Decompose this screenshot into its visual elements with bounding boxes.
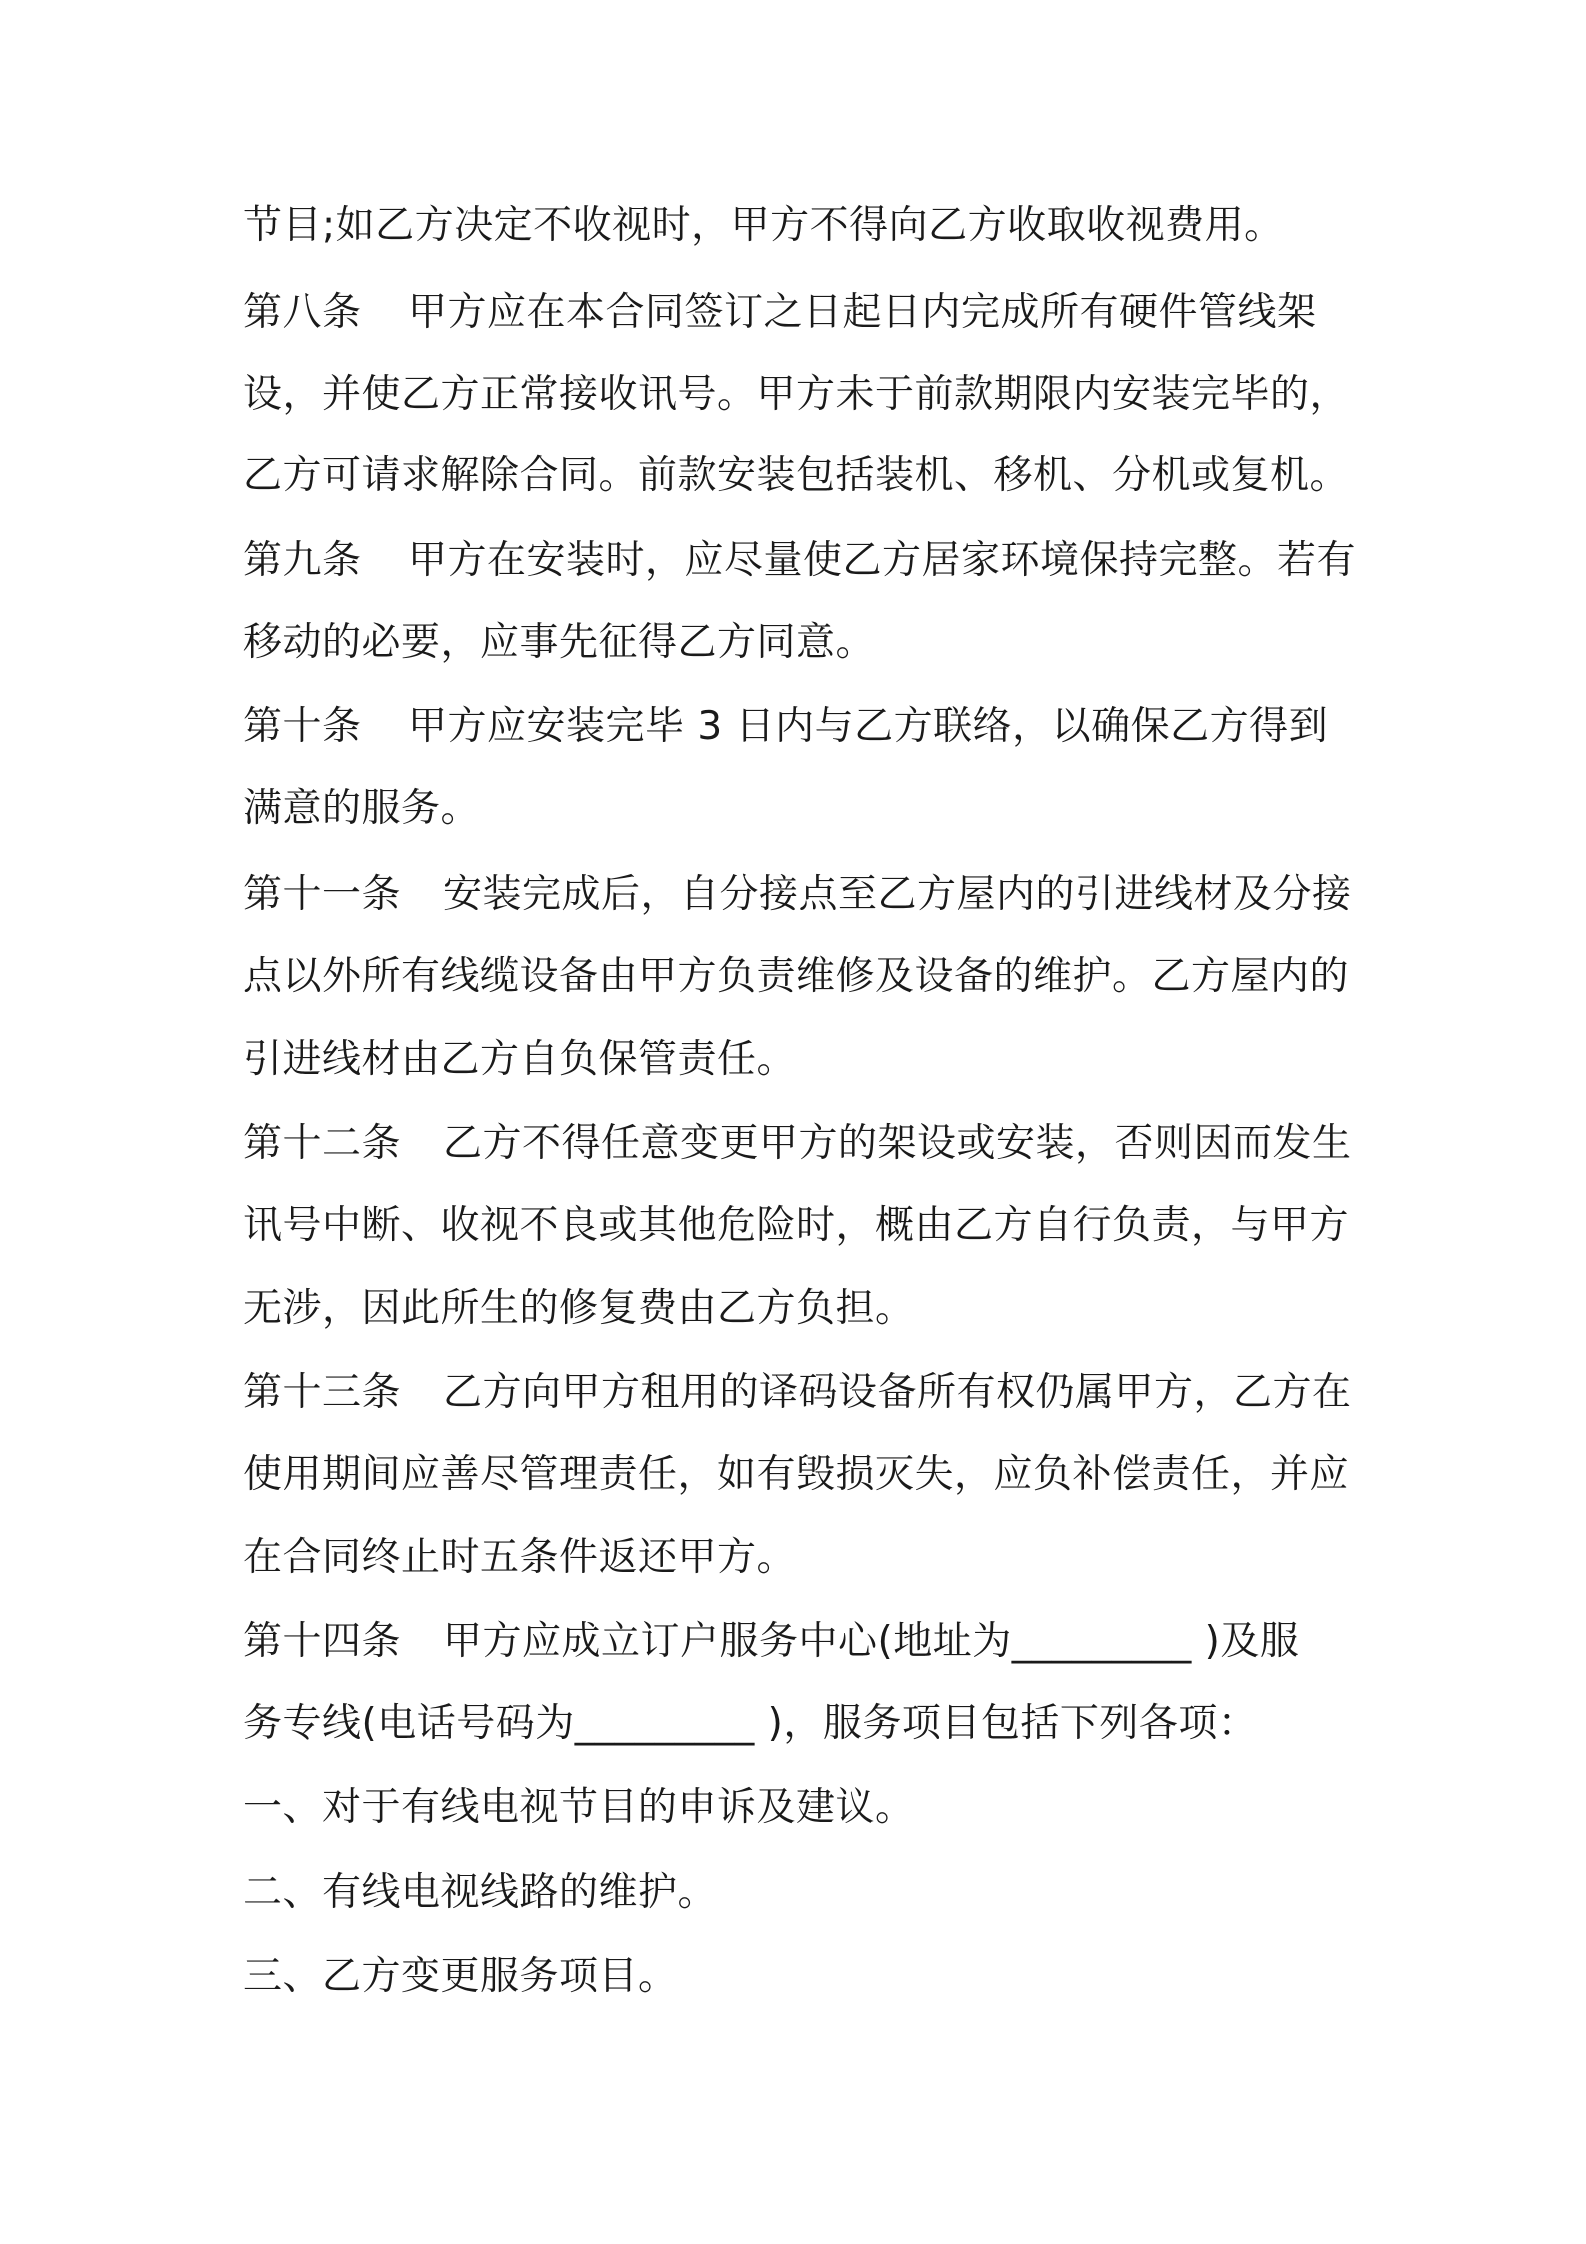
article-text: 乙方向甲方租用的译码设备所有权仍属甲方，乙方在: [443, 1370, 1352, 1415]
article-heading: 第十二条: [243, 1121, 402, 1166]
article-text: 甲方应安装完毕 3 日内与乙方联络，以确保乙方得到: [408, 704, 1329, 749]
text-line: 点以外所有线缆设备由甲方负责维修及设备的维护。乙方屋内的: [243, 954, 1350, 999]
text-line: 在合同终止时五条件返还甲方。: [243, 1535, 797, 1580]
text-line: 使用期间应善尽管理责任，如有毁损灭失，应负补偿责任，并应: [243, 1452, 1350, 1497]
text-line: 移动的必要，应事先征得乙方同意。: [243, 620, 876, 665]
article-text: 甲方应在本合同签订之日起日内完成所有硬件管线架: [408, 290, 1317, 335]
list-item: 一、对于有线电视节目的申诉及建议。: [243, 1785, 915, 1830]
article-text: 甲方应成立订户服务中心(地址为_________ )及服: [443, 1619, 1300, 1664]
list-item: 三、乙方变更服务项目。: [243, 1954, 678, 1999]
article-8: [243, 283, 1363, 343]
text-line: 无涉，因此所生的修复费由乙方负担。: [243, 1286, 915, 1331]
article-12: [243, 1114, 1363, 1174]
text-line: 满意的服务。: [243, 786, 481, 831]
article-9: [243, 531, 1363, 591]
text-line: 引进线材由乙方自负保管责任。: [243, 1037, 797, 1082]
article-text: 乙方不得任意变更甲方的架设或安装，否则因而发生: [443, 1121, 1352, 1166]
article-heading: 第十一条: [243, 872, 402, 917]
article-heading: 第九条: [243, 538, 362, 583]
article-14: [243, 1612, 1363, 1672]
text-line: 设，并使乙方正常接收讯号。甲方未于前款期限内安装完毕的，: [243, 372, 1350, 417]
text-line: 节目;如乙方决定不收视时，甲方不得向乙方收取收视费用。: [243, 203, 1284, 248]
text-line: 务专线(电话号码为_________ )，服务项目包括下列各项：: [243, 1701, 1258, 1746]
article-heading: 第十条: [243, 704, 362, 749]
article-13: [243, 1363, 1363, 1423]
article-text: 甲方在安装时，应尽量使乙方居家环境保持完整。若有: [408, 538, 1357, 583]
text-line: 乙方可请求解除合同。前款安装包括装机、移机、分机或复机。: [243, 453, 1350, 498]
article-heading: 第十四条: [243, 1619, 402, 1664]
list-item: 二、有线电视线路的维护。: [243, 1870, 718, 1915]
text-line: 讯号中断、收视不良或其他危险时，概由乙方自行负责，与甲方: [243, 1203, 1350, 1248]
article-11: [243, 865, 1363, 925]
article-heading: 第十三条: [243, 1370, 402, 1415]
article-10: [243, 697, 1363, 757]
article-heading: 第八条: [243, 290, 362, 335]
article-text: 安装完成后，自分接点至乙方屋内的引进线材及分接: [443, 872, 1352, 917]
